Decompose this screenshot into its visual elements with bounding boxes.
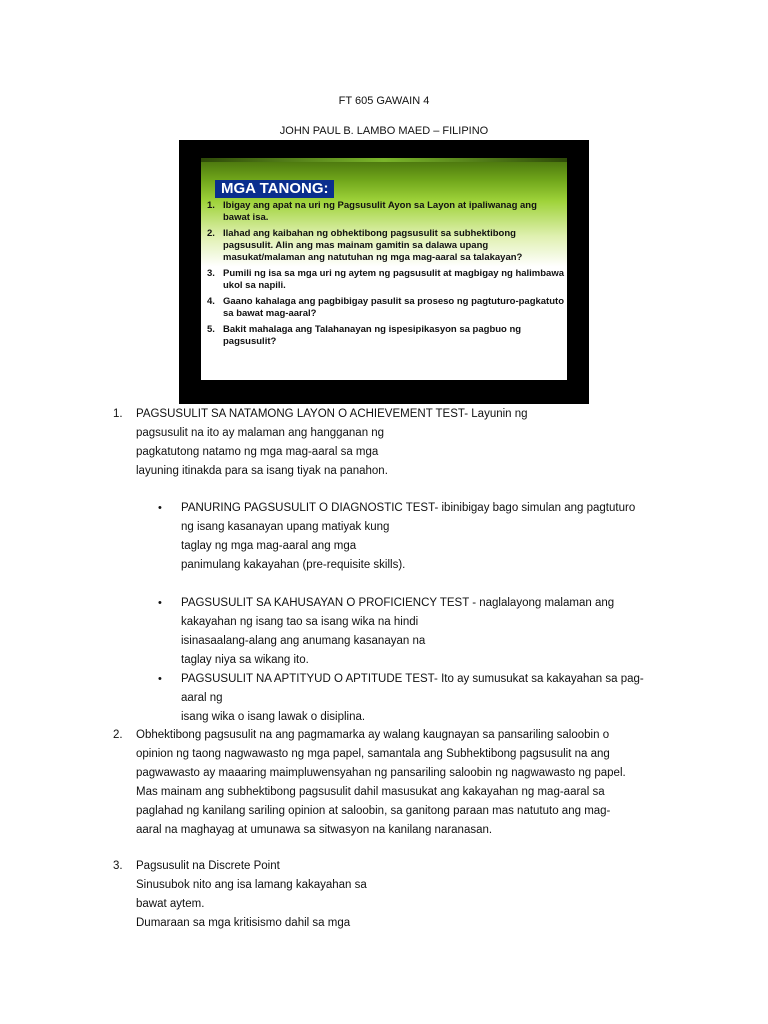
text-line: bawat aytem. (136, 898, 205, 910)
slide-question (207, 200, 565, 224)
text-line: pagwawasto ay maaaring maimpluwensyahan ng pansariling saloobin ng nagwawasto ng papel. (136, 767, 626, 779)
text-line: panimulang kakayahan (pre-requisite skills). (181, 559, 406, 571)
questions-slide-image (179, 140, 589, 404)
bullet-marker: • (158, 673, 162, 685)
slide-question (207, 296, 565, 320)
text-line: Obhektibong pagsusulit na ang pagmamarka ay walang kaugnayan sa pansariling saloobin o (136, 729, 610, 741)
question-text: Ibigay ang apat na uri ng Pagsusulit Ayon sa Layon at ipaliwanag ang bawat isa. (223, 200, 537, 223)
text-line: paglahad ng kanilang sariling opinion at saloobin, sa ganitong paraan mas natututo ang mag- (136, 805, 611, 817)
text-line: Sinusubok nito ang isa lamang kakayahan sa (136, 879, 367, 891)
answer-number: 1. (113, 408, 123, 420)
author-line: JOHN PAUL B. LAMBO MAED – FILIPINO (279, 125, 489, 137)
text-line: Mas mainam ang subhektibong pagsusulit dahil masusukat ang kakayahan ng mag-aaral sa (136, 786, 605, 798)
document-title: FT 605 GAWAIN 4 (338, 95, 430, 107)
text-line: isinasaalang-alang ang anumang kasanayan na (181, 635, 426, 647)
bullet-diagnostic-test (181, 499, 661, 575)
bullet-aptitude-test (181, 670, 661, 727)
answer-1-paragraph (136, 405, 656, 481)
bullet-marker: • (158, 597, 162, 609)
question-number: 2. (207, 228, 215, 239)
slide-question-list (207, 200, 565, 352)
question-text: Bakit mahalaga ang Talahanayan ng ispesipikasyon sa pagbuo ng pagsusulit? (223, 324, 522, 347)
question-number: 1. (207, 200, 215, 211)
bullet-marker: • (158, 502, 162, 514)
text-line: ng isang kasanayan upang matiyak kung (181, 521, 390, 533)
text-line: aaral ng (181, 692, 223, 704)
text-line: pagsusulit na ito ay malaman ang hangganan ng (136, 427, 385, 439)
slide-question (207, 324, 565, 348)
slide-question (207, 228, 565, 264)
answer-2-paragraph (136, 726, 656, 840)
question-text: Gaano kahalaga ang pagbibigay pasulit sa proseso ng pagtuturo-pagkatuto sa bawat mag-aaral? (223, 296, 564, 319)
slide-heading: MGA TANONG: (215, 180, 334, 198)
text-line: Pagsusulit na Discrete Point (136, 860, 280, 872)
slide-question (207, 268, 565, 292)
text-line: PAGSUSULIT SA NATAMONG LAYON O ACHIEVEMENT TEST- Layunin ng (136, 408, 528, 420)
answer-3-paragraph (136, 857, 656, 933)
answer-number: 2. (113, 729, 123, 741)
text-line: layuning itinakda para sa isang tiyak na panahon. (136, 465, 388, 477)
slide-content (201, 162, 567, 380)
question-text: Ilahad ang kaibahan ng obhektibong pagsusulit sa subhektibong pagsusulit. Alin ang mas mainam gamitin sa dalawa upang masukat/malaman ang natutuhan ng mga mag-aaral sa talakayan? (223, 228, 523, 263)
text-line: Dumaraan sa mga kritisismo dahil sa mga (136, 917, 351, 929)
text-line: PAGSUSULIT SA KAHUSAYAN O PROFICIENCY TEST - naglalayong malaman ang (181, 597, 615, 609)
text-line: aaral na maghayag at umunawa sa sitwasyon na kanilang naranasan. (136, 824, 493, 836)
answer-number: 3. (113, 860, 123, 872)
question-number: 3. (207, 268, 215, 279)
question-number: 5. (207, 324, 215, 335)
question-number: 4. (207, 296, 215, 307)
text-line: kakayahan ng isang tao sa isang wika na hindi (181, 616, 419, 628)
bullet-proficiency-test (181, 594, 661, 670)
text-line: PANURING PAGSUSULIT O DIAGNOSTIC TEST- ibinibigay bago simulan ang pagtuturo (181, 502, 636, 514)
text-line: isang wika o isang lawak o disiplina. (181, 711, 366, 723)
text-line: pagkatutong natamo ng mga mag-aaral sa mga (136, 446, 379, 458)
text-line: opinion ng taong nagwawasto ng mga papel, samantala ang Subhektibong pagsusulit na ang (136, 748, 610, 760)
text-line: taglay niya sa wikang ito. (181, 654, 309, 666)
question-text: Pumili ng isa sa mga uri ng aytem ng pagsusulit at magbigay ng halimbawa ukol sa napili. (223, 268, 565, 291)
text-line: PAGSUSULIT NA APTITYUD O APTITUDE TEST- Ito ay sumusukat sa kakayahan sa pag- (181, 673, 644, 685)
text-line: taglay ng mga mag-aaral ang mga (181, 540, 357, 552)
